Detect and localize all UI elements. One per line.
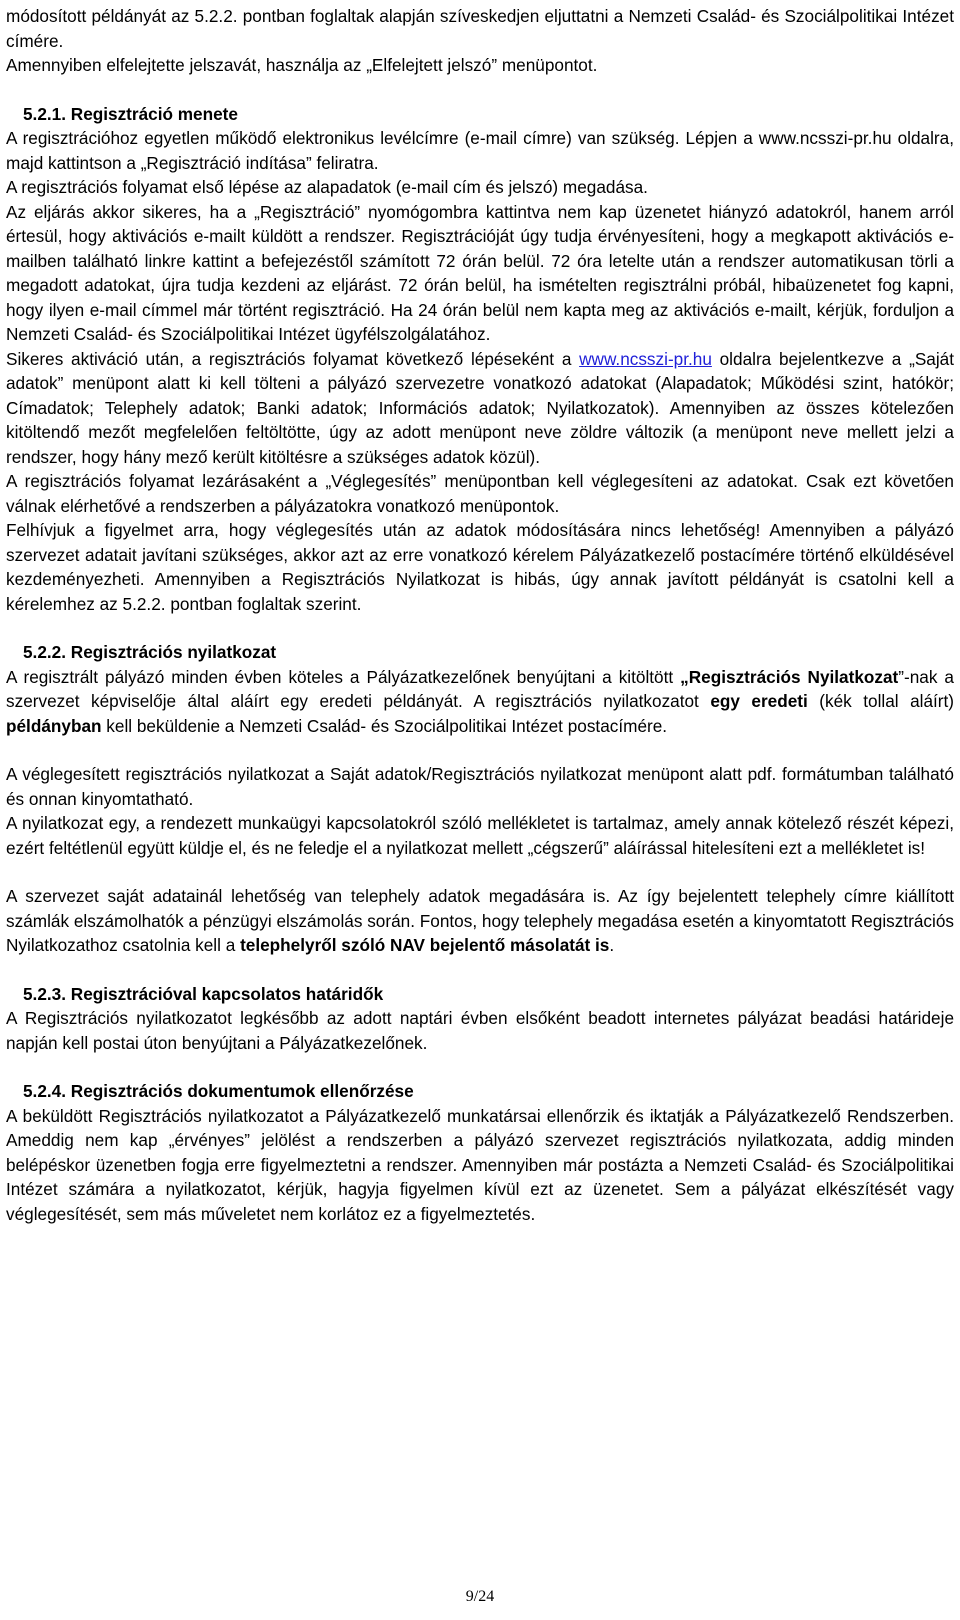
page-number: 9/24: [465, 1588, 495, 1605]
text-run: A regisztrált pályázó minden évben köteles a Pályázatkezelőnek benyújtani a kitöltött: [6, 666, 681, 687]
text-run: oldalra bejelentkezve a „Saját adatok” menüpont alatt ki kell tölteni a pályázó szervezetre vonatkozó adatokat (Alapadatok; Működési szint, hatókör; Címadatok; Telephely adatok; Banki adatok; Információs adatok; Nyilatkozatok). Amennyiben az összes kötelezően kitöltendő mezőt megfelelően feltöltötte, úgy az adott menüpont neve zöldre változik (a menüpont neve mellett jelzi a rendszer, hogy hány mező került kitöltésre a szükséges adatok közül).: [6, 348, 955, 467]
text-run: ”-nak a szervezet képviselője által aláírt egy eredeti példányát. A regisztrációs nyilatkozatot: [6, 666, 954, 711]
section-heading: 5.2.1. Regisztráció menete: [23, 103, 238, 124]
bold-run: példányban: [6, 715, 102, 736]
text-run: kell beküldenie a Nemzeti Család- és Szociálpolitikai Intézet postacímére.: [101, 715, 668, 736]
spacer: [6, 860, 954, 884]
paragraph: A Regisztrációs nyilatkozatot legkésőbb az adott naptári évben elsőként beadott internetes pályázat beadási határideje napján kell postai úton benyújtani a Pályázatkezelőnek.: [6, 1008, 954, 1053]
paragraph: Felhívjuk a figyelmet arra, hogy véglegesítés után az adatok módosítására nincs lehetőség! Amennyiben a pályázó szervezet adatait javítani szükséges, akkor azt az erre vonatkozó kérelem Pályázatkezelő postacímére történő elküldésével kezdeményezheti. Amennyiben a Regisztrációs Nyilatkozat is hibás, úgy annak javított példányát is csatolni kell a kérelemhez az 5.2.2. pontban foglaltak szerint.: [6, 520, 954, 614]
paragraph: [6, 347, 954, 470]
bold-run: telephelyről szóló NAV bejelentő másolatát is: [240, 935, 610, 955]
section-heading: 5.2.4. Regisztrációs dokumentumok ellenőrzése: [23, 1081, 414, 1101]
paragraph: [6, 884, 954, 958]
spacer: [6, 958, 954, 982]
paragraph: A nyilatkozat egy, a rendezett munkaügyi kapcsolatokról szóló mellékletet is tartalmaz, amely annak kötelező részét képezi, ezért feltétlenül együtt küldje el, és ne feledje el a nyilatkozat mellett „cégszerű” aláírással hitelesíteni ezt a mellékletet is!: [6, 813, 954, 858]
text-run: .: [609, 935, 615, 955]
paragraph: A regisztrációhoz egyetlen működő elektronikus levélcímre (e-mail címre) van szükség. Lépjen a www.ncsszi-pr.hu oldalra, majd kattintson a „Regisztráció indítása” feliratra.: [6, 128, 954, 173]
paragraph: [6, 665, 954, 739]
paragraph: Amennyiben elfelejtette jelszavát, használja az „Elfelejtett jelszó” menüpontot.: [6, 55, 598, 75]
text-run: Sikeres aktiváció után, a regisztrációs folyamat következő lépéseként a: [6, 348, 580, 369]
spacer: [6, 1055, 954, 1079]
paragraph: módosított példányát az 5.2.2. pontban foglaltak alapján szíveskedjen eljuttatni a Nemzeti Család- és Szociálpolitikai Intézet címére.: [6, 6, 954, 51]
paragraph: A beküldött Regisztrációs nyilatkozatot a Pályázatkezelő munkatársai ellenőrzik és iktatják a Pályázatkezelő Rendszerben. Ameddig nem kap „érvényes” jelölést a rendszerben a pályázó szervezet regisztrációs nyilatkozata, addig minden belépéskor üzenetben fogja erre figyelmeztetni a rendszer. Amennyiben már postázta a Nemzeti Család- és Szociálpolitikai Intézet számára a nyilatkozatot, kérjük, hagyja figyelmen kívül ezt az üzenetet. Sem a pályázat elkészítését vagy véglegesítését, sem más műveletet nem korlátoz ez a figyelmeztetés.: [6, 1105, 954, 1224]
paragraph: Az eljárás akkor sikeres, ha a „Regisztráció” nyomógombra kattintva nem kap üzenetet hiányzó adatokról, hanem arról értesül, hogy aktivációs e-mailt küldött a rendszer. Regisztrációját úgy tudja érvényesíteni, hogy a megkapott aktivációs e-mailben található linkre kattint a befejezéstől számított 72 órán belül. 72 óra letelte után a rendszer automatikusan törli a megadott adatokat, újra tudja kezdeni az eljárást. 72 órán belül, ha ismételten regisztrálni próbál, hibaüzenetet fog kapni, hogy ilyen e-mail címmel már történt regisztráció. Ha 24 órán belül nem kapta meg az aktivációs e-mailt, kérjük, forduljon a Nemzeti Család- és Szociálpolitikai Intézet ügyfélszolgálatához.: [6, 201, 954, 344]
spacer: [6, 738, 954, 762]
paragraph: A regisztrációs folyamat lezárásaként a „Véglegesítés” menüpontban kell véglegesíteni az adatokat. Csak ezt követően válnak elérhetővé a rendszerben a pályázatokra vonatkozó menüpontok.: [6, 471, 954, 516]
text-run: (kék tollal aláírt): [807, 691, 955, 711]
section-heading: 5.2.3. Regisztrációval kapcsolatos határidők: [23, 983, 384, 1004]
bold-run: egy eredeti: [710, 691, 808, 711]
website-link[interactable]: www.ncsszi-pr.hu: [579, 348, 712, 369]
paragraph: A regisztrációs folyamat első lépése az alapadatok (e-mail cím és jelszó) megadása.: [6, 177, 648, 197]
paragraph: A véglegesített regisztrációs nyilatkozat a Saját adatok/Regisztrációs nyilatkozat menüpont alatt pdf. formátumban található és onnan kinyomtatható.: [6, 764, 954, 809]
bold-run: „Regisztrációs Nyilatkozat: [680, 666, 899, 687]
text-run: A szervezet saját adatainál lehetőség van telephely adatok megadására is. Az így bejelentett telephely címre kiállított számlák elszámolhatók a pénzügyi elszámolás során. Fontos, hogy telephely megadása esetén a kinyomtatott Regisztrációs Nyilatkozathoz csatolnia kell a: [6, 886, 954, 955]
section-heading: 5.2.2. Regisztrációs nyilatkozat: [23, 642, 277, 662]
spacer: [6, 78, 954, 102]
spacer: [6, 616, 954, 640]
